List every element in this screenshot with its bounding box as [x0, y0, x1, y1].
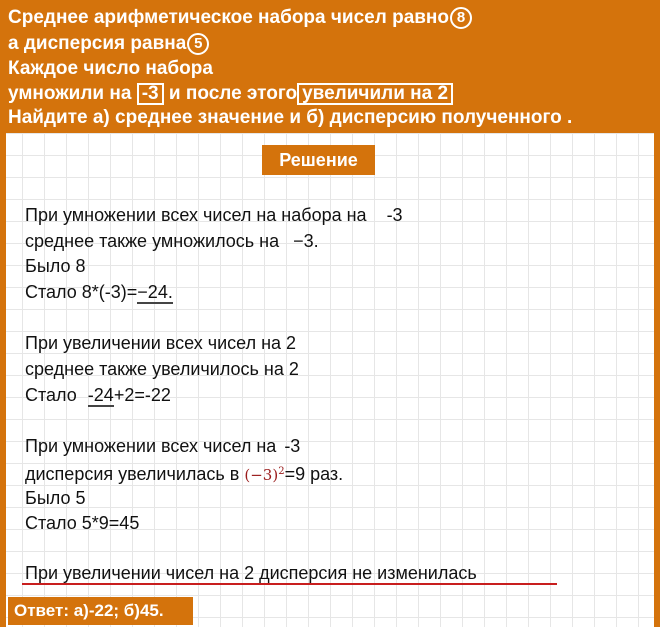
underlined-value: -24 [87, 385, 114, 405]
problem-line-4 [8, 82, 453, 106]
left-border [0, 133, 6, 627]
solution-line [25, 358, 299, 380]
problem-line-5 [8, 106, 572, 130]
problem-line-1 [8, 6, 472, 30]
solution-line [25, 204, 403, 226]
solution-text: При увеличении чисел на 2 дисперсия не изменилась [25, 563, 477, 583]
solution-text: -3 [284, 436, 301, 456]
solution-text: -3 [386, 205, 403, 225]
solution-line [25, 332, 296, 354]
solution-text: +2=-22 [113, 385, 171, 405]
solution-text: дисперсия увеличилась в [25, 464, 240, 484]
solution-text: −3. [293, 231, 319, 251]
solution-text: среднее также умножилось на [25, 231, 280, 251]
solution-line [25, 281, 173, 303]
solution-text: При умножении всех чисел на набора на [25, 205, 367, 225]
problem-text: а дисперсия равна [8, 33, 187, 54]
solution-text: =9 раз. [284, 464, 344, 484]
solution-text: Стало 8*(-3)= [25, 282, 138, 302]
solution-text: Стало 5*9=45 [25, 513, 140, 533]
multiplier-box: -3 [137, 83, 164, 105]
solution-text: При увеличении всех чисел на 2 [25, 333, 297, 353]
solution-label: Решение [262, 145, 375, 175]
problem-line-3 [8, 57, 213, 81]
math-exponent: 2 [278, 466, 285, 477]
solution-line [25, 512, 139, 534]
variance-value-circled: 5 [187, 33, 209, 55]
solution-text: Стало [25, 385, 77, 405]
solution-line [25, 435, 300, 457]
problem-line-2 [8, 32, 209, 56]
solution-text: среднее также увеличилось на 2 [25, 359, 299, 379]
math-expression [244, 466, 284, 484]
solution-line [25, 230, 319, 252]
underlined-value: −24. [137, 282, 173, 302]
solution-text: Было 5 [25, 488, 86, 508]
solution-text: Было 8 [25, 256, 86, 276]
solution-line [25, 562, 477, 584]
problem-text: умножили на [8, 83, 132, 104]
red-underline [22, 583, 557, 585]
solution-line [25, 384, 171, 406]
solution-line [25, 487, 85, 509]
problem-text: Среднее арифметическое набора чисел равно [8, 7, 450, 28]
solution-line [25, 461, 343, 486]
right-border [654, 133, 660, 627]
math-base: (−3) [244, 466, 279, 484]
answer-box: Ответ: а)-22; б)45. [8, 597, 193, 625]
problem-text: и после этого [168, 83, 298, 104]
solution-text: При умножении всех чисел на [25, 436, 277, 456]
problem-text: Найдите а) среднее значение и б) дисперсию полученного . [8, 107, 573, 128]
mean-value-circled: 8 [450, 7, 472, 29]
problem-text: Каждое число набора [8, 58, 213, 79]
solution-line [25, 255, 85, 277]
increase-box: увеличили на 2 [297, 83, 453, 105]
